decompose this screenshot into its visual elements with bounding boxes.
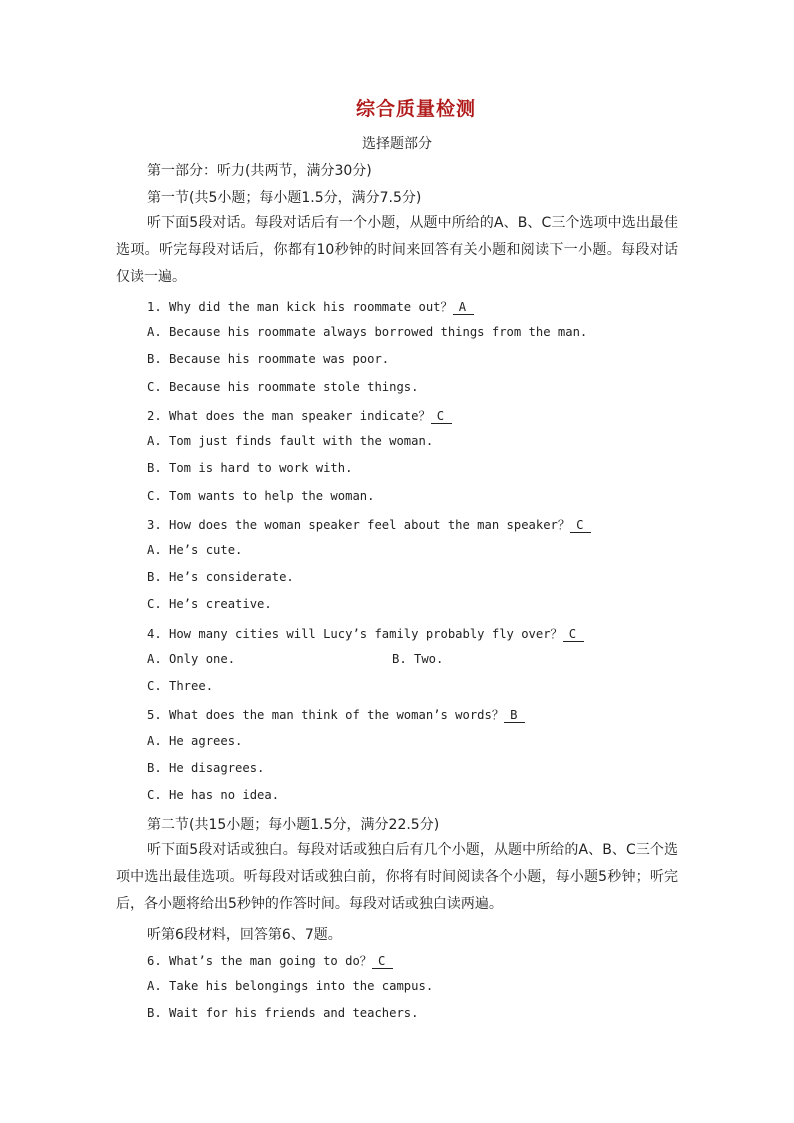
material-note: 听第6段材料，回答第6、7题。 [147,927,342,943]
option: A. He’s cute. [147,543,243,557]
answer-blank: C [431,409,452,424]
section-instructions: 听下面5段对话或独白。每段对话或独白后有几个小题，从题中所给的A、B、C三个选项中选出最佳选项。听每段对话或独白前，你将有时间阅读各个小题，每小题5秒钟；听完后，各小题将给出5秒钟的作答时间。每段对话或独白读两遍。 [116,842,678,912]
question-stem [147,625,584,642]
question-text: 2. What does the man speaker indicate？ [147,409,431,423]
question-text: 4. How many cities will Lucy’s family probably fly over？ [147,627,563,641]
answer-blank: C [570,518,591,533]
part-heading: 第一部分：听力(共两节，满分30分) [147,163,372,179]
question-text: 3. How does the woman speaker feel about the man speaker？ [147,518,571,532]
option: B. Tom is hard to work with. [147,461,353,475]
option: C. Because his roommate stole things. [147,380,419,394]
option: A. He agrees. [147,734,243,748]
section-heading: 第二节(共15小题；每小题1.5分，满分22.5分) [147,817,440,833]
option: A. Because his roommate always borrowed things from the man. [147,325,588,339]
page-title: 综合质量检测 [355,98,476,120]
option: B. Because his roommate was poor. [147,352,390,366]
option: A. Only one. [147,652,236,666]
question-text: 6. What’s the man going to do？ [147,954,372,968]
option: B. He’s considerate. [147,570,294,584]
answer-blank: A [453,300,474,315]
answer-blank: B [504,708,525,723]
page-subtitle: 选择题部分 [362,136,432,152]
question-text: 5. What does the man think of the woman’s words？ [147,708,505,722]
question-stem [147,952,393,969]
section-instructions: 听下面5段对话。每段对话后有一个小题，从题中所给的A、B、C三个选项中选出最佳选项。听完每段对话后，你都有10秒钟的时间来回答有关小题和阅读下一小题。每段对话仅读一遍。 [116,215,678,285]
option: B. He disagrees. [147,761,265,775]
question-stem [147,706,525,723]
answer-blank: C [563,627,584,642]
question-stem [147,516,591,533]
question-stem [147,298,474,315]
question-text: 1. Why did the man kick his roommate out？ [147,300,453,314]
option: B. Two. [392,652,444,666]
option: B. Wait for his friends and teachers. [147,1006,419,1020]
section-heading: 第一节(共5小题；每小题1.5分，满分7.5分) [147,190,422,206]
question-stem [147,407,452,424]
option: A. Take his belongings into the campus. [147,979,434,993]
option: C. Tom wants to help the woman. [147,489,375,503]
option: C. He’s creative. [147,597,272,611]
answer-blank: C [372,954,393,969]
option: C. Three. [147,679,214,693]
option: C. He has no idea. [147,788,280,802]
option: A. Tom just finds fault with the woman. [147,434,434,448]
